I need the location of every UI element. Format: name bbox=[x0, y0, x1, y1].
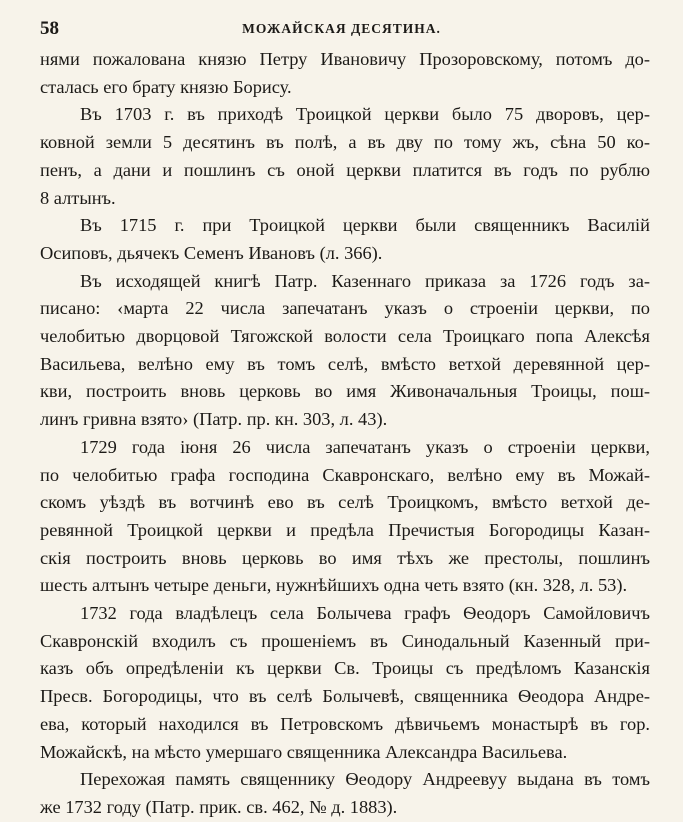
text-line: 8 алтынъ. bbox=[40, 187, 116, 208]
text-line: кви, построить вновь церковь во имя Живоначальныя Троицы, пош- bbox=[40, 381, 650, 402]
text-line: Въ 1715 г. при Троицкой церкви были священникъ Василій bbox=[80, 215, 650, 236]
page-header bbox=[40, 14, 643, 44]
text-line: нями пожалована князю Петру Ивановичу Прозоровскому, потомъ до- bbox=[40, 49, 650, 69]
text-line: Перехожая память священнику Ѳеодору Андреевуу выдана въ томъ bbox=[80, 769, 650, 790]
text-line: Осиповъ, дьячекъ Семенъ Ивановъ (л. 366). bbox=[40, 242, 383, 263]
running-title: МОЖАЙСКАЯ ДЕСЯТИНА. bbox=[242, 21, 441, 36]
text-line: шесть алтынъ четыре деньги, нужнѣйшихъ одна четь взято (кн. 328, л. 53). bbox=[40, 575, 628, 596]
text-line: по челобитью графа господина Скавронскаго, велѣно ему въ Можай- bbox=[40, 464, 650, 485]
text-line: 1732 года владѣлецъ села Болычева графъ Ѳеодоръ Самойловичъ bbox=[80, 603, 650, 624]
text-line: сталась его брату князю Борису. bbox=[40, 76, 292, 97]
text-line: 1729 года іюня 26 числа запечатанъ указъ о строеніи церкви, bbox=[80, 436, 650, 457]
text-line: Можайскѣ, на мѣсто умершаго священника Александра Васильева. bbox=[40, 741, 568, 762]
text-line: Васильева, велѣно ему въ томъ селѣ, вмѣсто ветхой деревянной цер- bbox=[40, 353, 650, 374]
text-line: Пресв. Богородицы, что въ селѣ Болычевѣ, священника Ѳеодора Андре- bbox=[40, 686, 650, 707]
text-line: ева, который находился въ Петровскомъ дѣвичьемъ монастырѣ въ гор. bbox=[40, 713, 650, 734]
page-number: 58 bbox=[40, 18, 59, 39]
text-line: линъ гривна взято› (Патр. пр. кн. 303, л. 43). bbox=[40, 409, 388, 430]
text-line: пенъ, а дани и пошлинъ съ оной церкви платится въ годъ по рублю bbox=[40, 159, 650, 180]
text-line: же 1732 году (Патр. прик. св. 462, № д. 1883). bbox=[40, 796, 398, 817]
body-text bbox=[40, 46, 650, 822]
text-line: Въ 1703 г. въ приходѣ Троицкой церкви было 75 дворовъ, цер- bbox=[80, 104, 650, 125]
text-line: ковной земли 5 десятинъ въ полѣ, а въ дву по тому жъ, сѣна 50 ко- bbox=[40, 132, 650, 153]
text-line: Въ исходящей книгѣ Патр. Казеннаго приказа за 1726 годъ за- bbox=[80, 270, 650, 291]
text-line: казъ объ опредѣленіи къ церкви Св. Троицы съ предѣломъ Казанскія bbox=[40, 658, 650, 679]
text-line: ревянной Троицкой церкви и предѣла Пречистыя Богородицы Казан- bbox=[40, 519, 650, 540]
text-line: скія построить вновь церковь во имя тѣхъ же престолы, пошлинъ bbox=[40, 547, 650, 568]
text-line: челобитью дворцовой Тягожской волости села Троицкаго попа Алексѣя bbox=[40, 326, 650, 347]
text-line: писано: ‹марта 22 числа запечатанъ указъ о строеніи церкви, по bbox=[40, 298, 650, 319]
text-line: скомъ уѣздѣ въ вотчинѣ ево въ селѣ Троицкомъ, вмѣсто ветхой де- bbox=[40, 492, 650, 513]
text-line: Скавронскій входилъ съ прошеніемъ въ Синодальный Казенный при- bbox=[40, 630, 650, 651]
